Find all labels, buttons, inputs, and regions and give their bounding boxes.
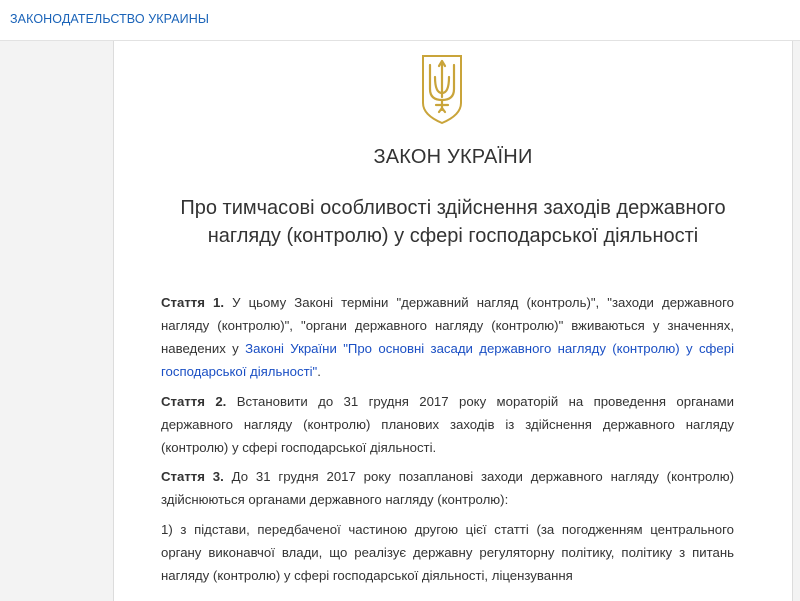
article-2: [161, 390, 734, 459]
article-2-text: Встановити до 31 грудня 2017 року мораторій на проведення органами державного нагляду (контролю) планових заходів із здійснення державного нагляду (контролю) у сфері господарської діяльності.: [161, 394, 734, 455]
article-3: [161, 465, 734, 511]
law-type-heading: ЗАКОН УКРАЇНИ: [373, 146, 533, 168]
article-3-item-1: [161, 518, 734, 587]
article-1-text-end: .: [317, 364, 321, 379]
article-3-item-1-text: 1) з підстави, передбаченої частиною другою цієї статті (за погодженням центрального органу виконавчої влади, що реалізує державну регуляторну політику, політику з питань нагляду (контролю) у сфері господарської діяльності, ліцензування: [161, 522, 734, 583]
article-3-text: До 31 грудня 2017 року позапланові заходи державного нагляду (контролю) здійснюються органами державного нагляду (контролю):: [161, 469, 735, 507]
trident-emblem-icon: [420, 53, 464, 125]
article-1-label: Стаття 1.: [161, 295, 225, 310]
top-bar: [0, 0, 800, 41]
document-page: [113, 41, 793, 601]
article-2-label: Стаття 2.: [161, 394, 227, 409]
site-title-link[interactable]: ЗАКОНОДАТЕЛЬСТВО УКРАИНЫ: [10, 12, 210, 26]
law-title-heading: Про тимчасові особливості здійснення заходів державного нагляду (контролю) у сфері господарської діяльності: [180, 197, 726, 247]
article-1-text: У цьому Законі терміни "державний нагляд (контроль)", "заходи державного нагляду (контролю)", "органи державного нагляду (контролю)" вживаються у значеннях, наведених у: [161, 295, 734, 356]
article-3-label: Стаття 3.: [161, 469, 224, 484]
law-reference-link[interactable]: Законі України "Про основні засади державного нагляду (контролю) у сфері господарської діяльності": [161, 341, 734, 379]
article-1: [161, 291, 734, 383]
